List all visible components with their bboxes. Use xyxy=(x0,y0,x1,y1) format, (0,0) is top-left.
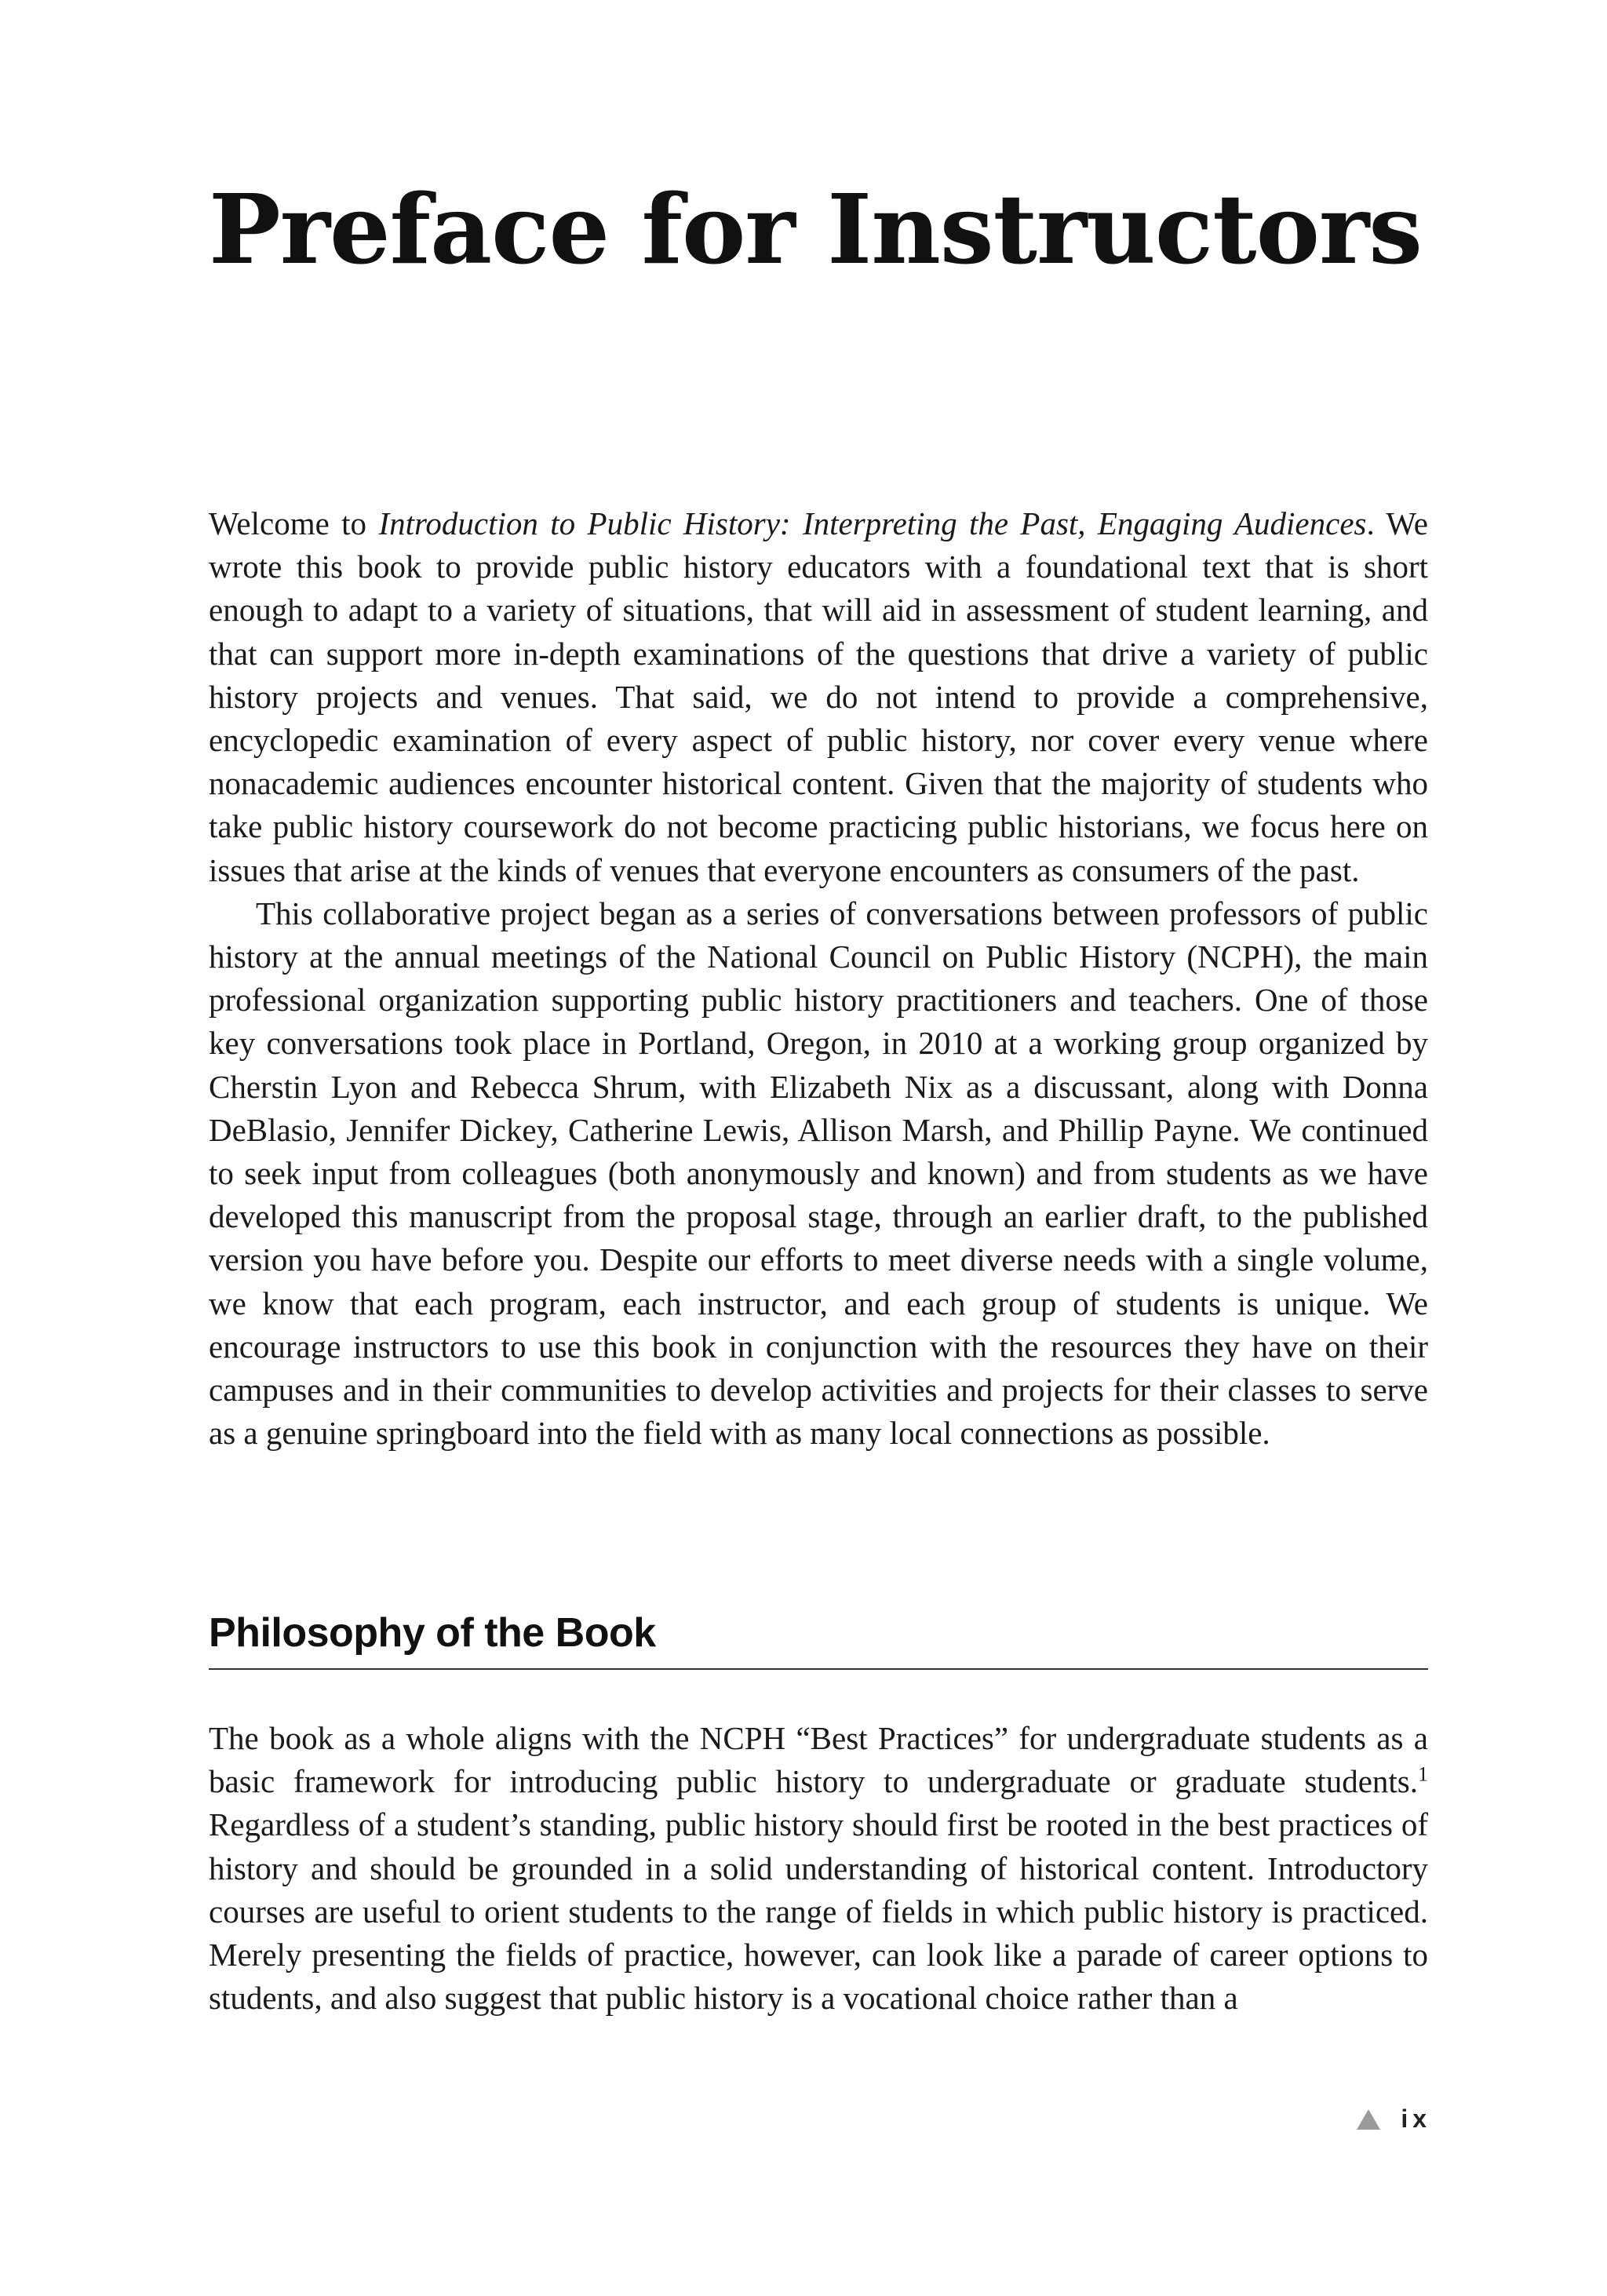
footnote-ref[interactable]: 1 xyxy=(1418,1762,1428,1786)
page-number: ix xyxy=(1401,2105,1431,2133)
section-paragraph-1 xyxy=(209,1717,1428,2020)
intro-lead: Welcome to xyxy=(209,505,379,541)
triangle-marker-icon xyxy=(1357,2109,1380,2130)
page-footer xyxy=(1357,2105,1431,2134)
page-title: Preface for Instructors xyxy=(209,173,1422,286)
section-text xyxy=(209,1717,1428,2020)
section-paragraph-1-start: The book as a whole aligns with the NCPH “Best Practices” for undergraduate students as a basic framework for introducing public history to undergraduate or graduate students. xyxy=(209,1720,1428,1800)
intro-paragraph-1-rest: . We wrote this book to provide public history educators with a foundational text that is short enough to adapt to a variety of situations, that will aid in assessment of student learning, and that can support more in-depth examinations of the questions that drive a variety of public history projects and venues. That said, we do not intend to provide a comprehensive, encyclopedic examination of every aspect of public history, nor cover every venue where nonacademic audiences encounter historical content. Given that the majority of students who take public history coursework do not become practicing public historians, we focus here on issues that arise at the kinds of venues that everyone encounters as consumers of the past. xyxy=(209,505,1428,888)
section-paragraph-1-rest: Regardless of a student’s standing, public history should first be rooted in the best practices of history and should be grounded in a solid understanding of historical content. Introductory courses are useful to orient students to the range of fields in which public history is practiced. Merely presenting the fields of practice, however, can look like a parade of career options to students, and also suggest that public history is a vocational choice rather than a xyxy=(209,1806,1428,2017)
intro-paragraph-2: This collaborative project began as a series of conversations between professors of public history at the annual meetings of the National Council on Public History (NCPH), the main professional organization supporting public history practitioners and teachers. One of those key conversations took place in Portland, Oregon, in 2010 at a working group organized by Cherstin Lyon and Rebecca Shrum, with Elizabeth Nix as a discussant, along with Donna DeBlasio, Jennifer Dickey, Catherine Lewis, Allison Marsh, and Phillip Payne. We continued to seek input from colleagues (both anonymously and known) and from students as we have developed this manuscript from the proposal stage, through an earlier draft, to the published version you have before you. Despite our efforts to meet diverse needs with a single volume, we know that each program, each instructor, and each group of students is unique. We encourage instructors to use this book in conjunction with the resources they have on their campuses and in their communities to develop activities and projects for their classes to serve as a genuine springboard into the field with as many local connections as possible. xyxy=(209,895,1428,1452)
section-heading: Philosophy of the Book xyxy=(209,1609,1428,1670)
intro-paragraph-1 xyxy=(209,502,1428,892)
book-title: Introduction to Public History: Interpreting the Past, Engaging Audiences xyxy=(378,505,1367,541)
intro-text xyxy=(209,502,1428,1455)
